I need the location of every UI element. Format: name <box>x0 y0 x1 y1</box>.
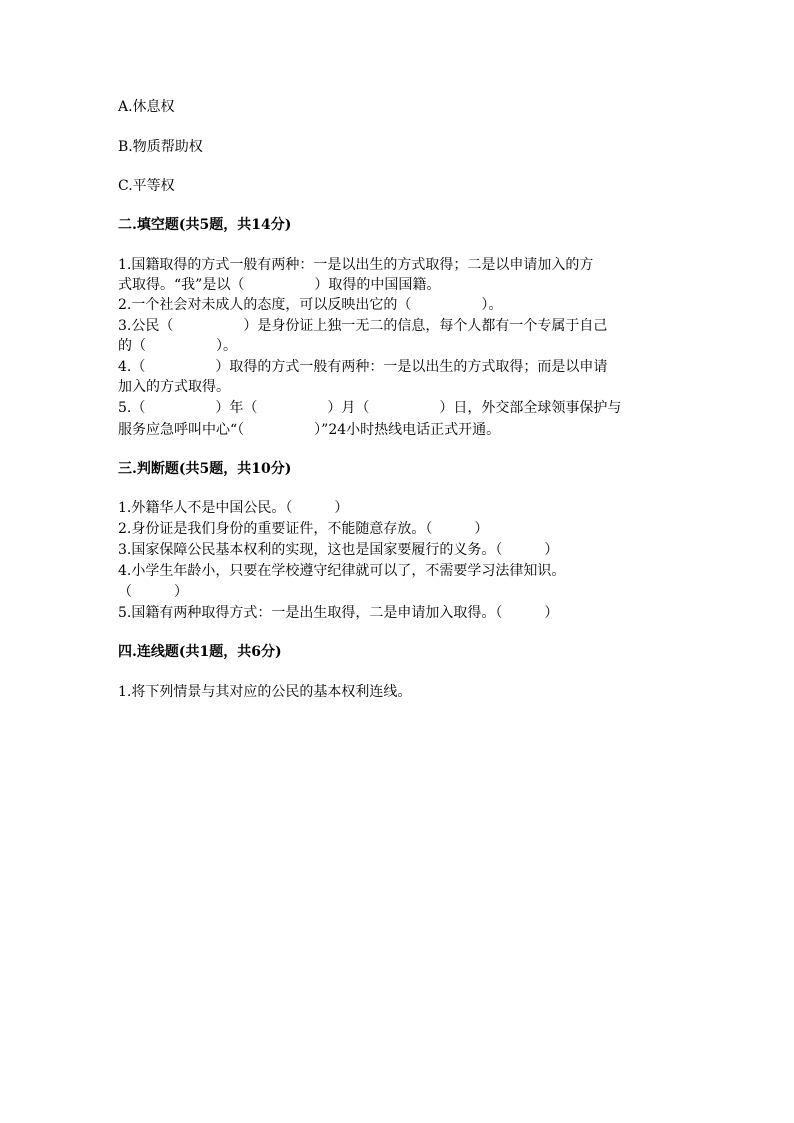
question-line: 5.国籍有两种取得方式：一是出生取得，二是申请加入取得。（ ） <box>118 605 559 621</box>
question-line: 5.（ ）年（ ）月（ ）日，外交部全球领事保护与 <box>118 400 622 416</box>
question-line: 1.国籍取得的方式一般有两种：一是以出生的方式取得；二是以申请加入的方 <box>118 257 594 273</box>
question-line: 加入的方式取得。 <box>118 379 230 395</box>
question-line: 服务应急呼叫中心“（ ）”24小时热线电话正式开通。 <box>118 422 501 438</box>
question-line: 4.小学生年龄小，只要在学校遵守纪律就可以了，不需要学习法律知识。 <box>118 563 566 579</box>
question-line: 式取得。“我”是以（ ）取得的中国国籍。 <box>118 277 441 293</box>
question-line: （ ） <box>118 584 188 600</box>
question-line: 2.一个社会对未成人的态度，可以反映出它的（ ）。 <box>118 297 503 313</box>
option-b: B.物质帮助权 <box>118 139 203 155</box>
question-line: 2.身份证是我们身份的重要证件，不能随意存放。（ ） <box>118 521 489 537</box>
option-a: A.休息权 <box>118 99 175 115</box>
section-title-true-false: 三.判断题(共5题，共10分) <box>118 461 292 477</box>
option-c: C.平等权 <box>118 178 175 194</box>
question-line: 1.将下列情景与其对应的公民的基本权利连线。 <box>118 684 412 700</box>
question-line: 4.（ ）取得的方式一般有两种：一是以出生的方式取得；而是以申请 <box>118 359 608 375</box>
section-title-matching: 四.连线题(共1题，共6分) <box>118 644 282 660</box>
question-line: 的（ ）。 <box>118 338 237 354</box>
question-line: 3.国家保障公民基本权利的实现，这也是国家要履行的义务。（ ） <box>118 542 559 558</box>
question-line: 3.公民（ ）是身份证上独一无二的信息，每个人都有一个专属于自己 <box>118 318 608 334</box>
section-title-fill-blank: 二.填空题(共5题，共14分) <box>118 217 292 233</box>
question-line: 1.外籍华人不是中国公民。（ ） <box>118 500 349 516</box>
